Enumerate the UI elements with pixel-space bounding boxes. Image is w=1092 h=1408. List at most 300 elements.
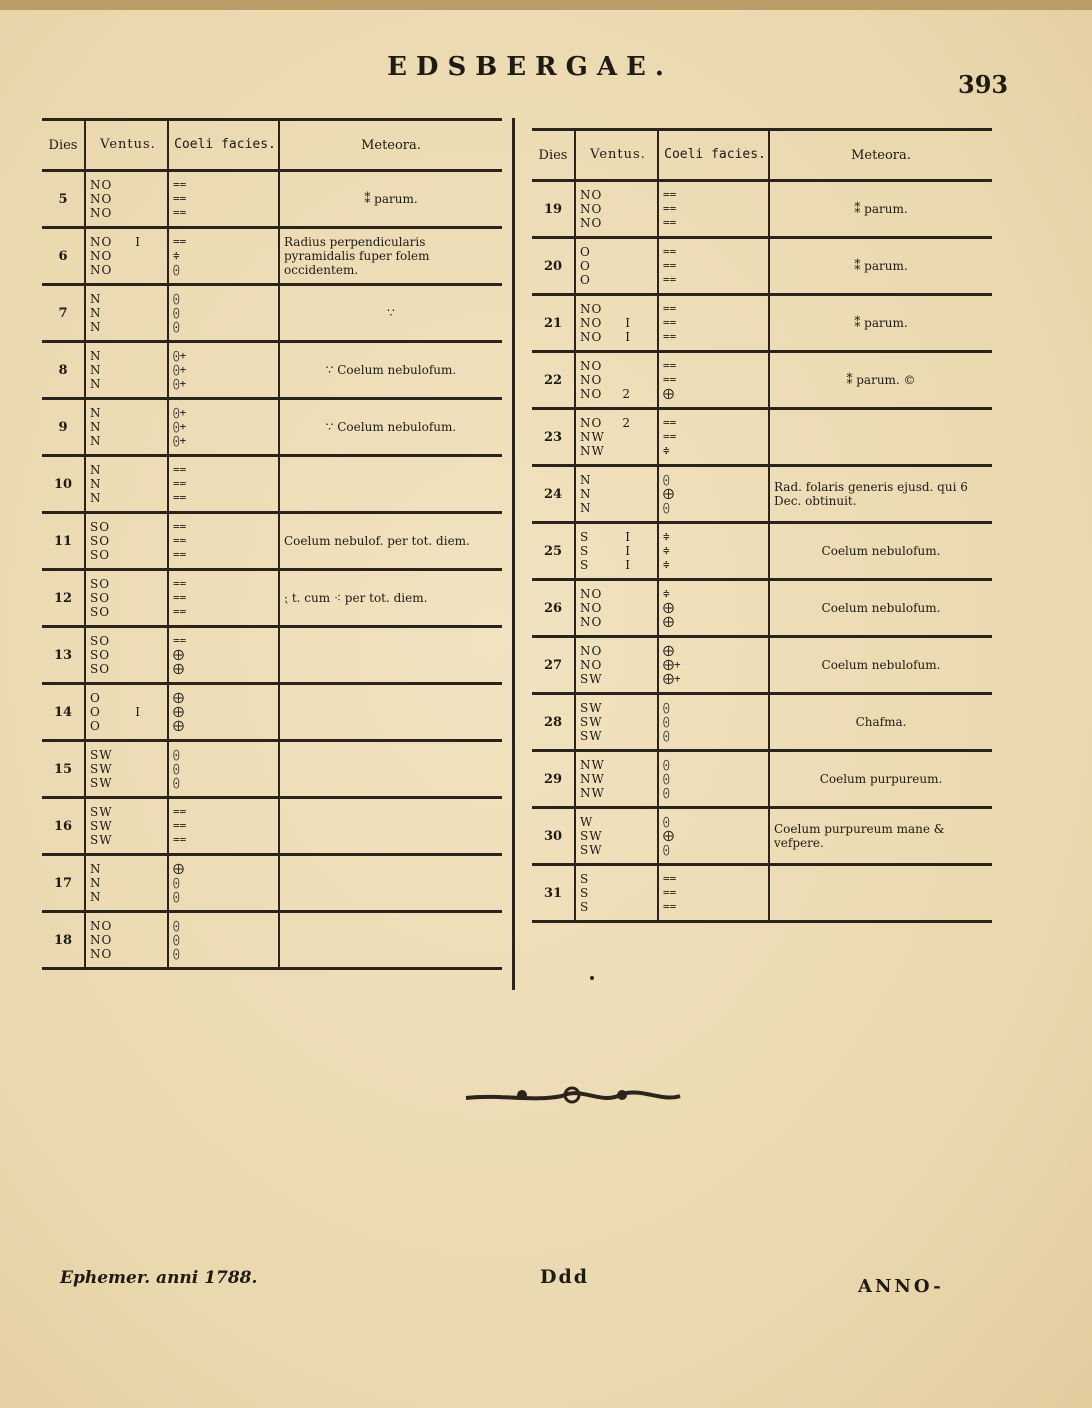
wind-line bbox=[90, 933, 167, 947]
day-number: 16 bbox=[42, 798, 85, 855]
table-row bbox=[42, 228, 502, 285]
meteora-note: ⁑ parum. bbox=[279, 171, 502, 228]
wind-line bbox=[580, 530, 657, 544]
sky-symbol: ⨀ bbox=[173, 762, 180, 775]
wind-direction: NO bbox=[580, 387, 603, 401]
wind-line bbox=[580, 758, 657, 772]
table-row bbox=[42, 855, 502, 912]
table-row bbox=[42, 684, 502, 741]
wind-line bbox=[580, 245, 657, 259]
day-number: 5 bbox=[42, 171, 85, 228]
meteora-note bbox=[279, 627, 502, 684]
sky-symbol: ⨀ bbox=[663, 715, 670, 728]
wind-direction: S bbox=[580, 530, 590, 544]
meteora-note: Coelum purpureum. bbox=[769, 751, 992, 808]
wind-direction: N bbox=[580, 487, 592, 501]
sky-symbol: ⨀ bbox=[173, 947, 180, 960]
wind-cell bbox=[575, 580, 658, 637]
wind-direction: SO bbox=[90, 648, 111, 662]
wind-direction: NO bbox=[90, 947, 113, 961]
wind-line bbox=[90, 520, 167, 534]
wind-line bbox=[580, 487, 657, 501]
wind-direction: NO bbox=[580, 416, 603, 430]
wind-cell bbox=[85, 228, 168, 285]
wind-line bbox=[580, 587, 657, 601]
header-ventus: Ventus. bbox=[85, 120, 168, 171]
wind-direction: NW bbox=[580, 786, 605, 800]
wind-force: I bbox=[625, 330, 631, 344]
footer-ephemerides: Ephemer. anni 1788. bbox=[60, 1268, 258, 1288]
wind-line bbox=[90, 235, 167, 249]
wind-direction: S bbox=[580, 544, 590, 558]
wind-line bbox=[580, 815, 657, 829]
wind-direction: NO bbox=[580, 373, 603, 387]
day-number: 8 bbox=[42, 342, 85, 399]
wind-line bbox=[90, 363, 167, 377]
sky-symbol: ⨁ bbox=[173, 691, 184, 704]
meteora-note: Radius perpendicularis pyramidalis fuper folem occidentem. bbox=[279, 228, 502, 285]
meteora-note: Coelum nebulof. per tot. diem. bbox=[279, 513, 502, 570]
wind-direction: SO bbox=[90, 577, 111, 591]
sky-symbol: == bbox=[663, 245, 677, 258]
table-row bbox=[532, 523, 992, 580]
table-row bbox=[532, 580, 992, 637]
wind-direction: N bbox=[90, 463, 102, 477]
wind-cell bbox=[575, 694, 658, 751]
sky-symbol: ⨀+ bbox=[173, 349, 187, 362]
table-row bbox=[532, 238, 992, 295]
sky-cell bbox=[168, 513, 279, 570]
table-row bbox=[532, 808, 992, 865]
sky-cell bbox=[658, 352, 769, 409]
table-row bbox=[532, 637, 992, 694]
wind-line bbox=[580, 843, 657, 857]
day-number: 12 bbox=[42, 570, 85, 627]
table-row bbox=[42, 342, 502, 399]
sky-symbol: ⨁+ bbox=[663, 658, 681, 671]
wind-direction: O bbox=[90, 691, 101, 705]
sky-symbol: == bbox=[663, 330, 677, 343]
sky-symbol: == bbox=[173, 833, 187, 846]
meteora-note bbox=[279, 456, 502, 513]
wind-direction: SW bbox=[580, 843, 603, 857]
wind-direction: NO bbox=[90, 178, 113, 192]
table-row bbox=[42, 627, 502, 684]
wind-direction: NO bbox=[580, 658, 603, 672]
wind-cell bbox=[85, 741, 168, 798]
wind-direction: SO bbox=[90, 534, 111, 548]
meteora-note: ⁑ parum. bbox=[769, 238, 992, 295]
wind-line bbox=[90, 249, 167, 263]
wind-direction: SO bbox=[90, 591, 111, 605]
sky-cell bbox=[168, 570, 279, 627]
wind-line bbox=[90, 463, 167, 477]
meteora-note bbox=[279, 912, 502, 969]
sky-symbol: == bbox=[173, 634, 187, 647]
sky-symbol: == bbox=[173, 206, 187, 219]
wind-cell bbox=[575, 637, 658, 694]
sky-symbol: ⨀ bbox=[173, 292, 180, 305]
wind-direction: NO bbox=[580, 330, 603, 344]
sky-symbol: ⨁ bbox=[663, 615, 674, 628]
wind-direction: NO bbox=[580, 601, 603, 615]
wind-line bbox=[90, 748, 167, 762]
wind-line bbox=[90, 591, 167, 605]
wind-line bbox=[580, 615, 657, 629]
meteora-note: ∵ Coelum nebulofum. bbox=[279, 399, 502, 456]
wind-line bbox=[90, 662, 167, 676]
sky-cell bbox=[168, 228, 279, 285]
wind-cell bbox=[575, 238, 658, 295]
wind-line bbox=[580, 259, 657, 273]
sky-symbol: ⨁ bbox=[663, 644, 674, 657]
sky-symbol: == bbox=[663, 900, 677, 913]
sky-symbol: ⨀+ bbox=[173, 363, 187, 376]
wind-line bbox=[580, 316, 657, 330]
table-row bbox=[532, 865, 992, 922]
sky-symbol: ⨀ bbox=[173, 263, 180, 276]
wind-line bbox=[90, 292, 167, 306]
wind-line bbox=[90, 819, 167, 833]
sky-symbol: ⨁ bbox=[173, 705, 184, 718]
wind-line bbox=[580, 387, 657, 401]
wind-line bbox=[90, 947, 167, 961]
meteora-note bbox=[279, 741, 502, 798]
meteora-note: ∵ Coelum nebulofum. bbox=[279, 342, 502, 399]
wind-direction: N bbox=[90, 491, 102, 505]
wind-cell bbox=[85, 456, 168, 513]
sky-cell bbox=[658, 181, 769, 238]
sky-cell bbox=[658, 637, 769, 694]
wind-direction: W bbox=[580, 815, 594, 829]
wind-line bbox=[580, 772, 657, 786]
wind-cell bbox=[85, 855, 168, 912]
wind-direction: NO bbox=[90, 263, 113, 277]
column-divider bbox=[512, 118, 515, 990]
wind-line bbox=[90, 776, 167, 790]
sky-symbol: ⨀ bbox=[173, 306, 180, 319]
wind-direction: S bbox=[580, 886, 590, 900]
wind-cell bbox=[575, 295, 658, 352]
sky-symbol: == bbox=[663, 202, 677, 215]
wind-direction: SW bbox=[580, 672, 603, 686]
wind-line bbox=[580, 900, 657, 914]
wind-direction: SW bbox=[90, 776, 113, 790]
wind-line bbox=[90, 349, 167, 363]
wind-line bbox=[90, 406, 167, 420]
wind-cell bbox=[85, 399, 168, 456]
wind-direction: SW bbox=[580, 701, 603, 715]
right-table bbox=[532, 128, 992, 923]
sky-symbol: == bbox=[173, 577, 187, 590]
day-number: 17 bbox=[42, 855, 85, 912]
wind-cell bbox=[575, 181, 658, 238]
wind-direction: SO bbox=[90, 605, 111, 619]
sky-symbol: ⨀ bbox=[663, 729, 670, 742]
wind-direction: N bbox=[90, 363, 102, 377]
wind-direction: N bbox=[90, 349, 102, 363]
wind-line bbox=[90, 548, 167, 562]
table-row bbox=[42, 399, 502, 456]
table-row bbox=[42, 741, 502, 798]
sky-symbol: == bbox=[663, 188, 677, 201]
wind-direction: NO bbox=[580, 316, 603, 330]
sky-symbol: == bbox=[663, 302, 677, 315]
sky-cell bbox=[658, 238, 769, 295]
sky-symbol: == bbox=[663, 872, 677, 885]
wind-line bbox=[580, 373, 657, 387]
sky-symbol: ⨀ bbox=[663, 786, 670, 799]
sky-symbol: == bbox=[173, 178, 187, 191]
meteora-note: Coelum purpureum mane & vefpere. bbox=[769, 808, 992, 865]
sky-symbol: ⨁ bbox=[173, 862, 184, 875]
table-row bbox=[532, 181, 992, 238]
sky-symbol: ⨀ bbox=[663, 701, 670, 714]
wind-cell bbox=[575, 523, 658, 580]
wind-line bbox=[90, 377, 167, 391]
wind-line bbox=[580, 715, 657, 729]
left-observation-table bbox=[42, 118, 502, 970]
ink-dot bbox=[590, 976, 594, 980]
wind-line bbox=[90, 577, 167, 591]
day-number: 29 bbox=[532, 751, 575, 808]
wind-direction: O bbox=[580, 259, 591, 273]
wind-cell bbox=[85, 798, 168, 855]
wind-force: I bbox=[135, 235, 141, 249]
sky-symbol: ⨀ bbox=[173, 776, 180, 789]
meteora-note: ∵ bbox=[279, 285, 502, 342]
sky-symbol: ≑ bbox=[663, 558, 670, 571]
wind-line bbox=[580, 601, 657, 615]
wind-line bbox=[580, 829, 657, 843]
sky-symbol: ⨀+ bbox=[173, 406, 187, 419]
sky-cell bbox=[658, 523, 769, 580]
day-number: 9 bbox=[42, 399, 85, 456]
sky-symbol: ⨁ bbox=[663, 601, 674, 614]
day-number: 23 bbox=[532, 409, 575, 466]
wind-line bbox=[90, 534, 167, 548]
footer-catchword: ANNO- bbox=[858, 1276, 944, 1297]
wind-line bbox=[580, 359, 657, 373]
sky-symbol: == bbox=[173, 235, 187, 248]
wind-line bbox=[580, 416, 657, 430]
header-ventus: Ventus. bbox=[575, 130, 658, 181]
wind-line bbox=[580, 302, 657, 316]
wind-direction: NO bbox=[580, 216, 603, 230]
wind-force: 2 bbox=[622, 387, 631, 401]
wind-direction: O bbox=[90, 719, 101, 733]
wind-cell bbox=[85, 171, 168, 228]
sky-symbol: ⨁+ bbox=[663, 672, 681, 685]
day-number: 25 bbox=[532, 523, 575, 580]
sky-symbol: == bbox=[173, 534, 187, 547]
sky-symbol: ⨀ bbox=[663, 758, 670, 771]
sky-cell bbox=[168, 684, 279, 741]
wind-force: I bbox=[135, 705, 141, 719]
sky-symbol: ⨀ bbox=[173, 890, 180, 903]
tailpiece-ornament bbox=[462, 1080, 684, 1110]
wind-direction: O bbox=[580, 273, 591, 287]
meteora-note: Coelum nebulofum. bbox=[769, 637, 992, 694]
wind-cell bbox=[85, 570, 168, 627]
wind-direction: SW bbox=[90, 819, 113, 833]
day-number: 10 bbox=[42, 456, 85, 513]
header-dies: Dies bbox=[42, 120, 85, 171]
day-number: 27 bbox=[532, 637, 575, 694]
wind-cell bbox=[85, 684, 168, 741]
wind-line bbox=[90, 890, 167, 904]
day-number: 31 bbox=[532, 865, 575, 922]
wind-direction: NW bbox=[580, 430, 605, 444]
wind-line bbox=[90, 320, 167, 334]
wind-direction: NO bbox=[580, 359, 603, 373]
wind-direction: S bbox=[580, 558, 590, 572]
sky-symbol: ⨀ bbox=[663, 473, 670, 486]
day-number: 19 bbox=[532, 181, 575, 238]
meteora-note: ⁑ parum. bbox=[769, 295, 992, 352]
wind-cell bbox=[85, 627, 168, 684]
wind-force: I bbox=[625, 558, 631, 572]
header-dies: Dies bbox=[532, 130, 575, 181]
wind-direction: N bbox=[90, 306, 102, 320]
sky-symbol: ⨁ bbox=[173, 648, 184, 661]
wind-line bbox=[90, 192, 167, 206]
sky-symbol: ⨀ bbox=[173, 748, 180, 761]
day-number: 18 bbox=[42, 912, 85, 969]
page-top-edge bbox=[0, 0, 1092, 10]
wind-line bbox=[90, 762, 167, 776]
meteora-note: Coelum nebulofum. bbox=[769, 523, 992, 580]
wind-direction: N bbox=[580, 501, 592, 515]
wind-line bbox=[580, 786, 657, 800]
meteora-note: ⁏ t. cum ⁖ per tot. diem. bbox=[279, 570, 502, 627]
wind-line bbox=[580, 216, 657, 230]
footer-signature-mark: Ddd bbox=[540, 1266, 590, 1288]
wind-direction: NO bbox=[90, 206, 113, 220]
meteora-note bbox=[769, 865, 992, 922]
table-row bbox=[532, 694, 992, 751]
wind-line bbox=[90, 491, 167, 505]
table-row bbox=[42, 798, 502, 855]
wind-direction: S bbox=[580, 900, 590, 914]
wind-line bbox=[580, 544, 657, 558]
wind-cell bbox=[85, 912, 168, 969]
sky-symbol: == bbox=[173, 819, 187, 832]
wind-direction: SW bbox=[580, 729, 603, 743]
wind-direction: O bbox=[90, 705, 101, 719]
sky-cell bbox=[658, 808, 769, 865]
day-number: 13 bbox=[42, 627, 85, 684]
wind-cell bbox=[575, 352, 658, 409]
wind-line bbox=[90, 178, 167, 192]
wind-line bbox=[580, 202, 657, 216]
wind-line bbox=[90, 306, 167, 320]
sky-symbol: ⨁ bbox=[173, 662, 184, 675]
sky-symbol: == bbox=[173, 463, 187, 476]
wind-line bbox=[580, 644, 657, 658]
wind-line bbox=[90, 805, 167, 819]
page-number: 393 bbox=[958, 70, 1009, 99]
day-number: 22 bbox=[532, 352, 575, 409]
sky-symbol: ⨁ bbox=[663, 829, 674, 842]
sky-symbol: ⨀+ bbox=[173, 434, 187, 447]
wind-cell bbox=[575, 808, 658, 865]
wind-direction: SW bbox=[90, 805, 113, 819]
sky-cell bbox=[168, 399, 279, 456]
meteora-note: Chafma. bbox=[769, 694, 992, 751]
sky-symbol: == bbox=[173, 192, 187, 205]
sky-symbol: ⨀ bbox=[663, 772, 670, 785]
wind-line bbox=[580, 330, 657, 344]
wind-cell bbox=[85, 285, 168, 342]
wind-line bbox=[90, 648, 167, 662]
wind-direction: NO bbox=[580, 202, 603, 216]
wind-force: I bbox=[625, 316, 631, 330]
sky-symbol: == bbox=[173, 605, 187, 618]
sky-symbol: ⨁ bbox=[663, 487, 674, 500]
sky-cell bbox=[658, 466, 769, 523]
wind-direction: N bbox=[90, 406, 102, 420]
wind-direction: N bbox=[90, 890, 102, 904]
sky-symbol: ⨀+ bbox=[173, 377, 187, 390]
day-number: 7 bbox=[42, 285, 85, 342]
wind-line bbox=[580, 273, 657, 287]
table-row bbox=[42, 912, 502, 969]
sky-cell bbox=[658, 295, 769, 352]
wind-cell bbox=[575, 409, 658, 466]
sky-cell bbox=[168, 171, 279, 228]
wind-direction: N bbox=[90, 377, 102, 391]
wind-line bbox=[90, 263, 167, 277]
wind-line bbox=[90, 705, 167, 719]
wind-direction: N bbox=[90, 862, 102, 876]
sky-symbol: ⨀ bbox=[663, 843, 670, 856]
wind-direction: NO bbox=[90, 235, 113, 249]
wind-line bbox=[90, 420, 167, 434]
sky-symbol: ≑ bbox=[663, 444, 670, 457]
wind-direction: O bbox=[580, 245, 591, 259]
wind-direction: SW bbox=[90, 762, 113, 776]
day-number: 26 bbox=[532, 580, 575, 637]
day-number: 30 bbox=[532, 808, 575, 865]
sky-cell bbox=[168, 285, 279, 342]
wind-direction: NW bbox=[580, 444, 605, 458]
wind-direction: N bbox=[90, 434, 102, 448]
sky-symbol: == bbox=[663, 273, 677, 286]
wind-line bbox=[580, 473, 657, 487]
sky-symbol: == bbox=[173, 477, 187, 490]
wind-direction: N bbox=[90, 876, 102, 890]
wind-line bbox=[90, 634, 167, 648]
sky-cell bbox=[658, 580, 769, 637]
sky-cell bbox=[168, 741, 279, 798]
sky-symbol: == bbox=[173, 805, 187, 818]
wind-line bbox=[90, 833, 167, 847]
header-meteora: Meteora. bbox=[279, 120, 502, 171]
wind-direction: NO bbox=[90, 919, 113, 933]
wind-direction: N bbox=[90, 477, 102, 491]
sky-cell bbox=[658, 694, 769, 751]
meteora-note: Rad. folaris generis ejusd. qui 6 Dec. obtinuit. bbox=[769, 466, 992, 523]
wind-line bbox=[580, 558, 657, 572]
table-row bbox=[42, 570, 502, 627]
wind-direction: NO bbox=[580, 587, 603, 601]
wind-direction: SW bbox=[580, 715, 603, 729]
day-number: 24 bbox=[532, 466, 575, 523]
sky-symbol: ⨁ bbox=[663, 387, 674, 400]
wind-line bbox=[580, 430, 657, 444]
wind-force: I bbox=[625, 530, 631, 544]
